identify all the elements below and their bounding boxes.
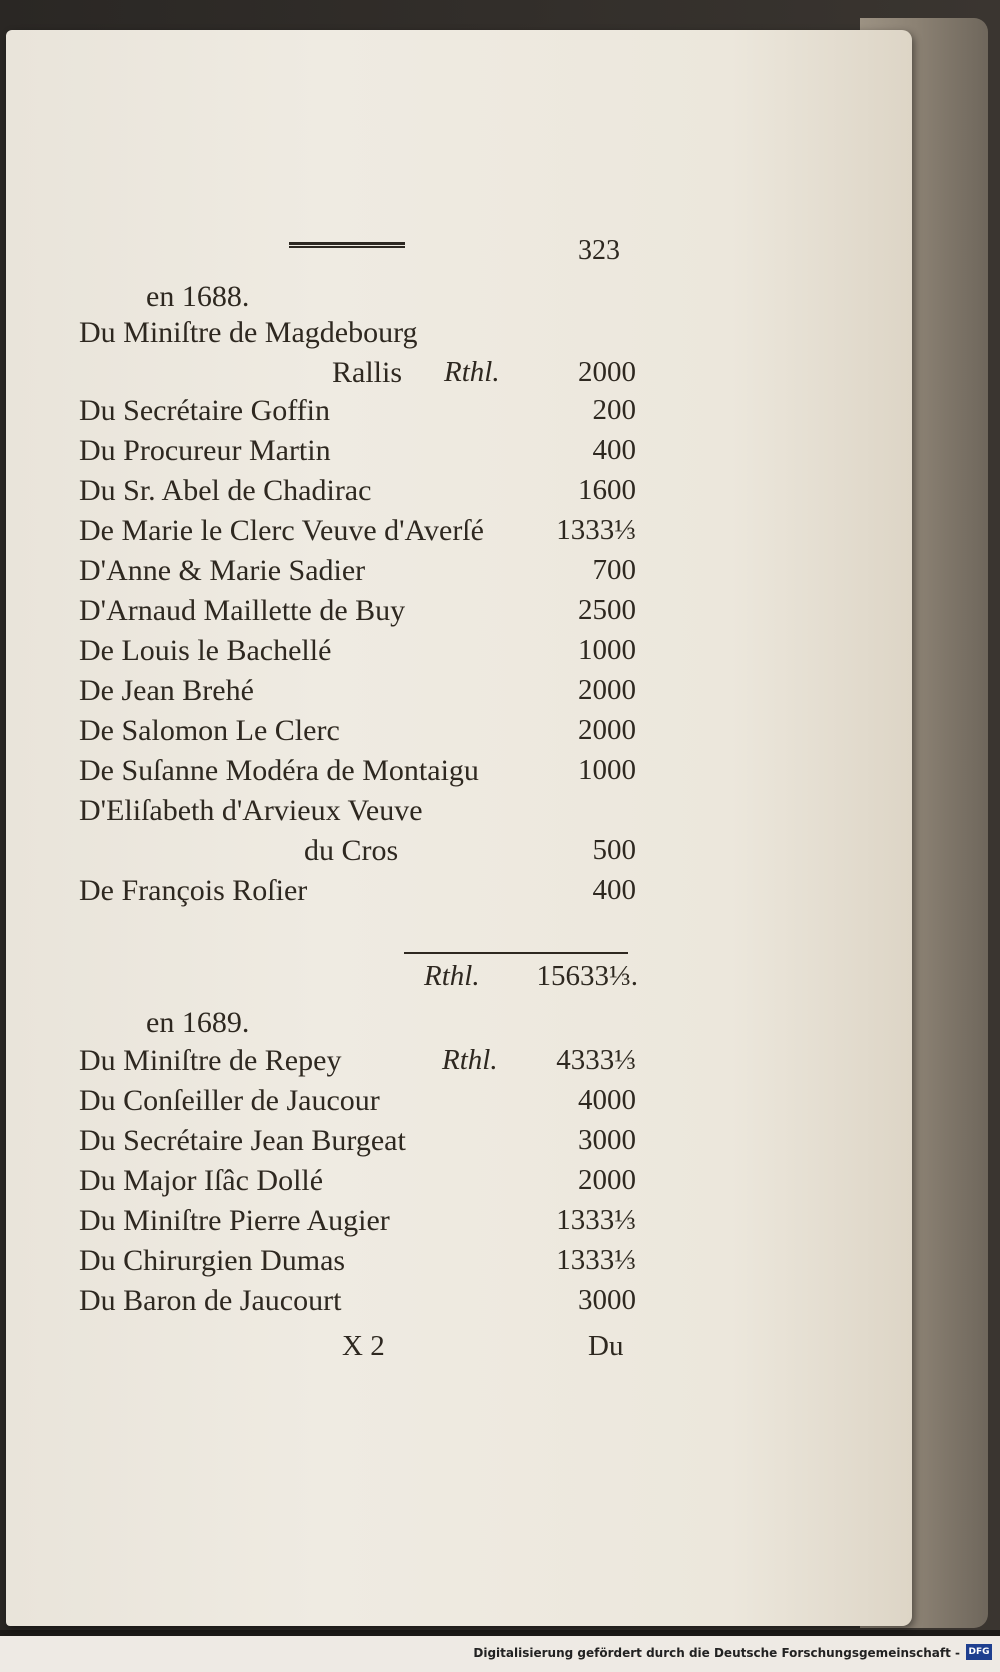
entry-amount: 2000 bbox=[578, 674, 636, 706]
header-rule bbox=[289, 242, 405, 248]
sum-rule bbox=[404, 952, 628, 954]
list-item bbox=[6, 754, 912, 794]
list-item bbox=[6, 674, 912, 714]
list-item bbox=[6, 1164, 912, 1204]
list-item bbox=[6, 1124, 912, 1164]
list-item bbox=[6, 1244, 912, 1284]
list-item bbox=[6, 794, 912, 834]
entry-name: De Suſanne Modéra de Montaigu bbox=[79, 754, 479, 787]
entry-amount: 1333⅓ bbox=[556, 514, 636, 546]
list-item bbox=[6, 394, 912, 434]
entry-amount: 4000 bbox=[578, 1084, 636, 1116]
entry-name: Du Secrétaire Goffin bbox=[79, 394, 331, 427]
entry-name: De Salomon Le Clerc bbox=[79, 714, 340, 747]
entry-name: Du Secrétaire Jean Burgeat bbox=[79, 1124, 406, 1157]
section-heading-1688: en 1688. bbox=[146, 280, 250, 313]
page-number: 323 bbox=[578, 235, 620, 266]
entry-amount: 1333⅓ bbox=[556, 1204, 636, 1236]
list-item bbox=[6, 1084, 912, 1124]
entry-amount: 400 bbox=[592, 434, 636, 466]
entry-name: Du Procureur Martin bbox=[79, 434, 331, 467]
list-item bbox=[6, 714, 912, 754]
section-total bbox=[6, 960, 912, 1000]
list-item bbox=[6, 1044, 912, 1084]
list-item bbox=[6, 434, 912, 474]
entry-name: D'Eliſabeth d'Arvieux Veuve bbox=[79, 794, 423, 827]
entry-name: De Louis le Bachellé bbox=[79, 634, 332, 667]
entry-name: Du Conſeiller de Jaucour bbox=[79, 1084, 380, 1117]
list-item bbox=[6, 834, 912, 874]
entry-name: Du Baron de Jaucourt bbox=[79, 1284, 342, 1317]
entry-currency: Rthl. bbox=[442, 1044, 498, 1076]
entry-name: D'Arnaud Maillette de Buy bbox=[79, 594, 406, 627]
book-page bbox=[6, 30, 912, 1626]
entry-name: Du Chirurgien Dumas bbox=[79, 1244, 346, 1277]
list-item bbox=[6, 514, 912, 554]
entry-currency: Rthl. bbox=[444, 356, 500, 388]
entry-name: De François Roſier bbox=[79, 874, 308, 907]
section-heading-1689: en 1689. bbox=[146, 1006, 250, 1039]
entry-name: Du Major Iſâc Dollé bbox=[79, 1164, 324, 1197]
entry-amount: 1000 bbox=[578, 754, 636, 786]
dfg-logo: DFG bbox=[966, 1644, 992, 1660]
entry-name: D'Anne & Marie Sadier bbox=[79, 554, 366, 587]
list-item bbox=[6, 474, 912, 514]
list-item bbox=[6, 594, 912, 634]
footer-credit: Digitalisierung gefördert durch die Deutsche Forschungsgemeinschaft - bbox=[473, 1646, 960, 1660]
entry-amount: 500 bbox=[592, 834, 636, 866]
list-item bbox=[6, 316, 912, 356]
list-item bbox=[6, 356, 912, 396]
total-amount: 15633⅓. bbox=[536, 960, 638, 992]
entry-amount: 4333⅓ bbox=[556, 1044, 636, 1076]
entry-name: De Marie le Clerc Veuve d'Averſé bbox=[79, 514, 484, 547]
list-item bbox=[6, 874, 912, 914]
entry-amount: 700 bbox=[592, 554, 636, 586]
entry-name: Du Miniſtre de Magdebourg bbox=[79, 316, 418, 349]
entry-amount: 2500 bbox=[578, 594, 636, 626]
list-item bbox=[6, 634, 912, 674]
digitization-footer bbox=[0, 1636, 1000, 1672]
catchword: Du bbox=[588, 1330, 624, 1362]
list-item bbox=[6, 1204, 912, 1244]
entry-amount: 2000 bbox=[578, 356, 636, 388]
total-currency: Rthl. bbox=[424, 960, 480, 992]
entry-name: Du Miniſtre de Repey bbox=[79, 1044, 342, 1077]
entry-amount: 2000 bbox=[578, 1164, 636, 1196]
list-item bbox=[6, 1284, 912, 1324]
entry-name: Rallis bbox=[332, 356, 403, 389]
entry-amount: 1000 bbox=[578, 634, 636, 666]
entry-name: Du Sr. Abel de Chadirac bbox=[79, 474, 372, 507]
list-item bbox=[6, 554, 912, 594]
entry-amount: 3000 bbox=[578, 1124, 636, 1156]
entry-amount: 400 bbox=[592, 874, 636, 906]
entry-name: du Cros bbox=[304, 834, 399, 867]
entry-amount: 200 bbox=[592, 394, 636, 426]
entry-amount: 1333⅓ bbox=[556, 1244, 636, 1276]
entry-amount: 2000 bbox=[578, 714, 636, 746]
entry-amount: 3000 bbox=[578, 1284, 636, 1316]
entry-name: Du Miniſtre Pierre Augier bbox=[79, 1204, 390, 1237]
signature-mark: X 2 bbox=[342, 1330, 385, 1362]
entry-name: De Jean Brehé bbox=[79, 674, 254, 707]
entry-amount: 1600 bbox=[578, 474, 636, 506]
